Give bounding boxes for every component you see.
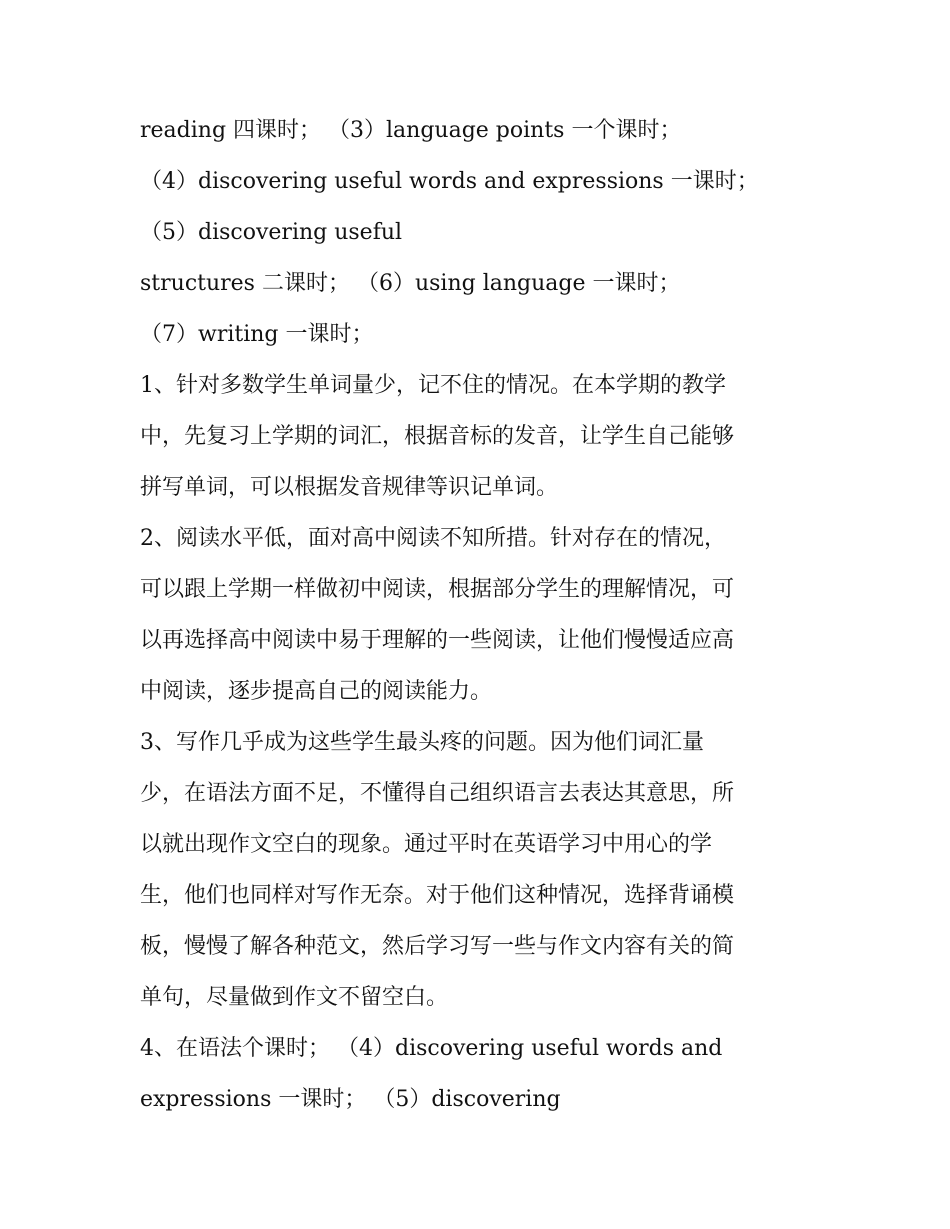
text-line: 少，在语法方面不足，不懂得自己组织语言去表达其意思，所 [140, 781, 735, 806]
text-line: （5）discovering useful [140, 220, 403, 245]
text-line: 拼写单词，可以根据发音规律等识记单词。 [140, 475, 559, 500]
document-body [140, 105, 820, 1125]
text-line: reading 四课时； （3）language points 一个课时； [140, 118, 682, 143]
text-line: 单句，尽量做到作文不留空白。 [140, 985, 449, 1010]
text-line: 以就出现作文空白的现象。通过平时在英语学习中用心的学 [140, 832, 713, 857]
text-line: 可以跟上学期一样做初中阅读，根据部分学生的理解情况，可 [140, 577, 735, 602]
text-line: 1、针对多数学生单词量少，记不住的情况。在本学期的教学 [140, 373, 726, 398]
text-line: 2、阅读水平低，面对高中阅读不知所措。针对存在的情况， [140, 526, 726, 551]
text-line: structures 二课时； （6）using language 一课时； [140, 271, 681, 296]
text-line: 板，慢慢了解各种范文，然后学习写一些与作文内容有关的简 [140, 934, 735, 959]
text-line: （7）writing 一课时； [140, 322, 374, 347]
text-line: 以再选择高中阅读中易于理解的一些阅读，让他们慢慢适应高 [140, 628, 735, 653]
text-line: 中阅读，逐步提高自己的阅读能力。 [140, 679, 493, 704]
text-line: expressions 一课时； （5）discovering [140, 1087, 561, 1112]
text-line: 中，先复习上学期的词汇，根据音标的发音，让学生自己能够 [140, 424, 735, 449]
text-line: 生，他们也同样对写作无奈。对于他们这种情况，选择背诵模 [140, 883, 735, 908]
text-line: （4）discovering useful words and expressions 一课时； [140, 169, 759, 194]
text-line: 3、写作几乎成为这些学生最头疼的问题。因为他们词汇量 [140, 730, 704, 755]
text-line: 4、在语法个课时； （4）discovering useful words and [140, 1036, 723, 1061]
